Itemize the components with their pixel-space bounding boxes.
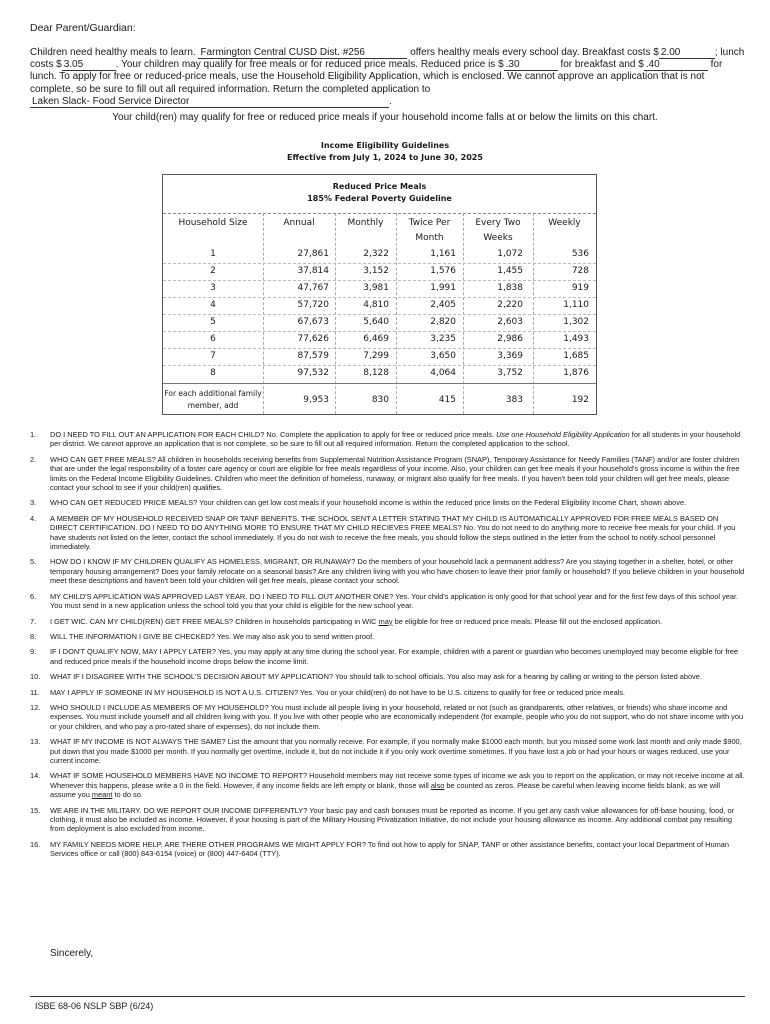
faq-number: 12. bbox=[30, 702, 41, 712]
faq-item bbox=[30, 455, 745, 493]
header-twice-line-1: Twice Per bbox=[408, 218, 451, 228]
weekly-cell: 536 bbox=[571, 249, 589, 259]
household-size-cell: 5 bbox=[210, 317, 216, 327]
annual-cell: 77,626 bbox=[297, 334, 329, 344]
weekly-cell: 1,302 bbox=[563, 317, 589, 327]
weekly-cell: 919 bbox=[571, 283, 589, 293]
faq-text: WHO CAN GET REDUCED PRICE MEALS? Your children can get low cost meals if your household income is within the reduced price limits on the Federal Eligibility Income Chart, shown above. bbox=[50, 498, 687, 508]
additional-twice-per-month: 415 bbox=[438, 395, 456, 405]
faq-text: WILL THE INFORMATION I GIVE BE CHECKED? Yes. We may also ask you to send written proof. bbox=[50, 631, 375, 641]
faq-text: for all students in your household per district. We cannot approve an application that is not complete, so be sure to fill out all required information. Return the completed application to the school. bbox=[50, 430, 741, 449]
table-heading: Reduced Price Meals bbox=[332, 182, 427, 191]
faq-text: also bbox=[430, 780, 445, 790]
twice-per-month-cell: 2,820 bbox=[430, 317, 456, 327]
faq-text: WHAT IF MY INCOME IS NOT ALWAYS THE SAME? List the amount that you normally receive. For example, if you normally make $1000 each month, but you missed some work last month and only made $900, put down that you made $1000 per month. If you normally get overtime, include it, but do not include it if you only work overtime sometimes. If you have lost a job or had your hours or wages reduced, use your current income. bbox=[50, 737, 742, 765]
household-size-cell: 2 bbox=[210, 266, 216, 276]
lunch-cost-field: 3.05 bbox=[62, 60, 116, 71]
table-row bbox=[163, 348, 596, 365]
every-two-weeks-cell: 2,603 bbox=[497, 317, 523, 327]
faq-item bbox=[30, 647, 745, 666]
annual-cell: 57,720 bbox=[297, 300, 329, 310]
twice-per-month-cell: 3,650 bbox=[430, 351, 456, 361]
monthly-cell: 3,981 bbox=[363, 283, 389, 293]
faq-text: A MEMBER OF MY HOUSEHOLD RECEIVED SNAP OR TANF BENEFITS. THE SCHOOL SENT A LETTER STATING THAT MY CHILD IS AUTOMATICALLY APPROVED FOR FREE MEALS BASED ON DIRECT CERTIFICATION. DO I NEED TO DO ANYTHING MORE TO ENSURE THAT MY CHILD RECIEVES FREE MEALS? No. You do not need to do anything more to receive free meals for your child. If you have students not listed on the letter, contact the school immediately. If you do not wish to receive the free meals, you should follow the steps outlined in the letter from the school to notify school personnel immediately. bbox=[50, 513, 736, 552]
faq-number: 9. bbox=[30, 647, 37, 657]
table-body bbox=[163, 246, 596, 382]
faq-number: 5. bbox=[30, 557, 37, 567]
faq-text: WHO SHOULD I INCLUDE AS MEMBERS OF MY HOUSEHOLD? You must include all people living in your household, related or not (such as grandparents, other relatives, or friends) who share income and expenses. You must include yourself and all children living with you. If you live with other people who are economically independent (for example, people who you do not support, who do not share income with you or your children, and who pay a pro-rated share of expenses), do not include them. bbox=[50, 702, 744, 731]
intro-text-6: for lunch. To apply for free or reduced-price meals, use the Household Eligibility Application, which is enclosed. We cannot approve an application that is not complete, so be sure to fill out all required information. Return the completed application to bbox=[30, 59, 723, 95]
faq-text: Use one Household Eligibility Application bbox=[496, 430, 630, 439]
faq-item bbox=[30, 498, 745, 507]
additional-annual: 9,953 bbox=[303, 395, 329, 405]
annual-cell: 27,861 bbox=[297, 249, 329, 259]
additional-every-two-weeks: 383 bbox=[505, 395, 523, 405]
every-two-weeks-cell: 2,220 bbox=[497, 300, 523, 310]
twice-per-month-cell: 3,235 bbox=[430, 334, 456, 344]
faq-text: I GET WIC. CAN MY CHILD(REN) GET FREE MEALS? Children in households participating in WIC bbox=[50, 616, 379, 626]
every-two-weeks-cell: 3,752 bbox=[497, 368, 523, 378]
monthly-cell: 8,128 bbox=[363, 368, 389, 378]
table-header-row bbox=[163, 213, 596, 247]
weekly-cell: 1,685 bbox=[563, 351, 589, 361]
faq-text: to do so. bbox=[112, 790, 143, 800]
faq-text: HOW DO I KNOW IF MY CHILDREN QUALIFY AS HOMELESS, MIGRANT, OR RUNAWAY? Do the members of your household lack a permanent address? Are you staying together in a shelter, hotel, or other temporary housing arrangement? Does your family relocate on a seasonal basis? Are any children living with you who have chosen to leave their prior family or household? If you believe children in your household meet these descriptions and haven't been told your children will get free meals, please contact your school. bbox=[50, 557, 745, 586]
faq-item bbox=[30, 592, 745, 611]
additional-member-label bbox=[163, 388, 263, 412]
faq-number: 6. bbox=[30, 591, 37, 601]
header-every-line-2: Weeks bbox=[483, 233, 513, 243]
faq-number: 2. bbox=[30, 454, 37, 464]
intro-text-5: for breakfast and $ bbox=[560, 59, 644, 71]
every-two-weeks-cell: 2,986 bbox=[497, 334, 523, 344]
monthly-cell: 6,469 bbox=[363, 334, 389, 344]
intro-paragraph bbox=[30, 47, 745, 108]
additional-member-row bbox=[163, 383, 596, 416]
faq-text: may bbox=[378, 616, 393, 626]
faq-text: WHAT IF I DISAGREE WITH THE SCHOOL'S DECISION ABOUT MY APPLICATION? You should talk to school officials. You also may ask for a hearing by calling or writing to the person listed above. bbox=[50, 672, 702, 682]
table-title bbox=[163, 181, 596, 205]
monthly-cell: 3,152 bbox=[363, 266, 389, 276]
table-row bbox=[163, 331, 596, 348]
annual-cell: 47,767 bbox=[297, 283, 329, 293]
faq-text: WHO CAN GET FREE MEALS? All children in households receiving benefits from Supplemental Nutrition Assistance Program (SNAP), Temporary Assistance for Needy Families (TANF) and/or are foster children that are under the legal responsibility of a foster care agency or court are eligible for free meals regardless of your income. Also, your children can get free meals if your household's gross income is within the free limits on the Federal Income Eligibility Guidelines. Children who meet the definition of homeless, runaway, or migrant also qualify for free meals. If you haven't been told your children will get free meals, please contact your school to see if your child(ren) qualifies. bbox=[50, 454, 740, 493]
faq-text: DO I NEED TO FILL OUT AN APPLICATION FOR EACH CHILD? No. Complete the application to apply for free or reduced price meals. bbox=[50, 430, 497, 439]
every-two-weeks-cell: 1,838 bbox=[497, 283, 523, 293]
table-row bbox=[163, 246, 596, 263]
return-to-field: Laken Slack- Food Service Director bbox=[30, 97, 389, 108]
intro-text-4: . Your children may qualify for free meals or for reduced price meals. Reduced price is $ bbox=[115, 59, 504, 71]
weekly-cell: 1,876 bbox=[563, 368, 589, 378]
annual-cell: 37,814 bbox=[297, 266, 329, 276]
header-weekly: Weekly bbox=[548, 218, 581, 228]
faq-text: be eligible for free or reduced price meals. Please fill out the enclosed application. bbox=[392, 616, 663, 626]
household-size-cell: 3 bbox=[210, 283, 216, 293]
faq-number: 1. bbox=[30, 430, 37, 439]
faq-text: MAY I APPLY IF SOMEONE IN MY HOUSEHOLD IS NOT A U.S. CITIZEN? Yes. You or your child(ren) do not have to be U.S. citizens to qualify for free or reduced price meals. bbox=[50, 687, 626, 697]
monthly-cell: 7,299 bbox=[363, 351, 389, 361]
faq-text: MY FAMILY NEEDS MORE HELP. ARE THERE OTHER PROGRAMS WE MIGHT APPLY FOR? To find out how to apply for SNAP, TANF or other assistance benefits, contact your local Department of Human Services office or call (800) 843-6154 (voice) or (800) 447-6404 (TTY). bbox=[50, 839, 729, 859]
faq-text: be counted as zeros. Please be careful when leaving income fields blank, as we will assume you bbox=[50, 780, 721, 800]
monthly-cell: 2,322 bbox=[363, 249, 389, 259]
closing: Sincerely, bbox=[50, 948, 94, 959]
table-row bbox=[163, 297, 596, 314]
faq-text: MY CHILD'S APPLICATION WAS APPROVED LAST YEAR. DO I NEED TO FILL OUT ANOTHER ONE? Yes. Your child's application is only good for that school year and for the first few days of this school year. You must send in a new application unless the school told you that your child is eligible for the new school year. bbox=[50, 591, 739, 611]
intro-text-1: Children need healthy meals to learn. bbox=[30, 47, 196, 58]
faq-item bbox=[30, 806, 745, 834]
faq-item bbox=[30, 430, 745, 449]
weekly-cell: 1,493 bbox=[563, 334, 589, 344]
faq-item bbox=[30, 632, 745, 641]
annual-cell: 87,579 bbox=[297, 351, 329, 361]
twice-per-month-cell: 4,064 bbox=[430, 368, 456, 378]
additional-weekly: 192 bbox=[571, 395, 589, 405]
faq-text: meant bbox=[91, 790, 113, 800]
faq-item bbox=[30, 737, 745, 765]
header-every-two-weeks bbox=[463, 216, 533, 246]
twice-per-month-cell: 1,161 bbox=[430, 249, 456, 259]
qualify-note: Your child(ren) may qualify for free or reduced price meals if your household income falls at or below the limits on this chart. bbox=[112, 112, 658, 123]
faq-text: WE ARE IN THE MILITARY. DO WE REPORT OUR INCOME DIFFERENTLY? Your basic pay and cash bonuses must be reported as income. If you get any cash value allowances for off-base housing, food, or clothing, it must also be included as income. However, if your housing is part of the Military Housing Privatization Initiative, do not include your housing allowance as income. Any additional combat pay resulting from deployment is also excluded from income. bbox=[50, 805, 735, 834]
annual-cell: 67,673 bbox=[297, 317, 329, 327]
header-annual: Annual bbox=[283, 218, 315, 228]
header-every-line-1: Every Two bbox=[475, 218, 521, 228]
header-twice-line-2: Month bbox=[415, 233, 444, 243]
faq-number: 4. bbox=[30, 513, 37, 523]
faq-number: 3. bbox=[30, 498, 37, 508]
table-row bbox=[163, 280, 596, 297]
household-size-cell: 1 bbox=[210, 249, 216, 259]
faq-item bbox=[30, 672, 745, 681]
monthly-cell: 5,640 bbox=[363, 317, 389, 327]
faq-number: 14. bbox=[30, 771, 41, 781]
intro-text-3: ; lunch costs $ bbox=[30, 47, 745, 71]
faq-item bbox=[30, 617, 745, 626]
faq-text: IF I DON'T QUALIFY NOW, MAY I APPLY LATER? Yes, you may apply at any time during the school year. For example, children with a parent or guardian who becomes unemployed may become eligible for free and reduced price meals if the household income drops below the income limit. bbox=[50, 647, 739, 666]
household-size-cell: 4 bbox=[210, 300, 216, 310]
every-two-weeks-cell: 1,072 bbox=[497, 249, 523, 259]
faq-item bbox=[30, 771, 745, 799]
faq-item bbox=[30, 557, 745, 585]
faq-item bbox=[30, 688, 745, 697]
household-size-cell: 8 bbox=[210, 368, 216, 378]
faq-item bbox=[30, 703, 745, 731]
table-row bbox=[163, 314, 596, 331]
faq-number: 15. bbox=[30, 805, 41, 815]
table-row bbox=[163, 263, 596, 280]
monthly-cell: 4,810 bbox=[363, 300, 389, 310]
household-size-cell: 7 bbox=[210, 351, 216, 361]
breakfast-cost-field: 2.00 bbox=[659, 48, 715, 59]
intro-text-2: offers healthy meals every school day. Breakfast costs $ bbox=[410, 47, 659, 58]
household-size-cell: 6 bbox=[210, 334, 216, 344]
faq-number: 16. bbox=[30, 839, 41, 849]
faq-number: 8. bbox=[30, 631, 37, 641]
additional-label-line-2: member, add bbox=[187, 401, 239, 410]
weekly-cell: 1,110 bbox=[563, 300, 589, 310]
header-twice-per-month bbox=[396, 216, 463, 246]
intro-text-7: . bbox=[389, 95, 392, 107]
faq-list bbox=[30, 430, 745, 865]
reduced-breakfast-field: .30 bbox=[504, 60, 558, 71]
greeting: Dear Parent/Guardian: bbox=[30, 22, 136, 34]
district-field: Farmington Central CUSD Dist. #256 bbox=[198, 48, 407, 59]
annual-cell: 97,532 bbox=[297, 368, 329, 378]
table-row bbox=[163, 365, 596, 382]
faq-number: 13. bbox=[30, 737, 41, 747]
additional-monthly: 830 bbox=[371, 395, 389, 405]
income-eligibility-table bbox=[162, 174, 597, 415]
table-subheading: 185% Federal Poverty Guideline bbox=[307, 194, 452, 203]
header-household-size: Household Size bbox=[178, 218, 248, 228]
twice-per-month-cell: 1,576 bbox=[430, 266, 456, 276]
every-two-weeks-cell: 3,369 bbox=[497, 351, 523, 361]
footer-rule bbox=[30, 996, 745, 997]
faq-number: 7. bbox=[30, 616, 37, 626]
weekly-cell: 728 bbox=[571, 266, 589, 276]
faq-text: WHAT IF SOME HOUSEHOLD MEMBERS HAVE NO INCOME TO REPORT? Household members may not receive some types of income we ask you to report on the application, or may not receive income at all. Whenever this happens, please write a 0 in the field. However, if any income fields are left empty or blank, those will bbox=[50, 771, 745, 790]
additional-label-line-1: For each additional family bbox=[164, 389, 262, 398]
twice-per-month-cell: 1,991 bbox=[430, 283, 456, 293]
faq-item bbox=[30, 840, 745, 859]
form-footer: ISBE 68-06 NSLP SBP (6/24) bbox=[35, 1001, 154, 1011]
guidelines-heading: Income Eligibility Guidelines bbox=[320, 141, 450, 150]
twice-per-month-cell: 2,405 bbox=[430, 300, 456, 310]
faq-number: 10. bbox=[30, 672, 41, 682]
header-monthly: Monthly bbox=[347, 218, 384, 228]
guidelines-effective: Effective from July 1, 2024 to June 30, 2025 bbox=[287, 153, 483, 162]
guidelines-title bbox=[0, 140, 770, 164]
reduced-lunch-field: .40 bbox=[644, 60, 708, 71]
every-two-weeks-cell: 1,455 bbox=[497, 266, 523, 276]
faq-item bbox=[30, 514, 745, 552]
faq-number: 11. bbox=[30, 687, 40, 697]
